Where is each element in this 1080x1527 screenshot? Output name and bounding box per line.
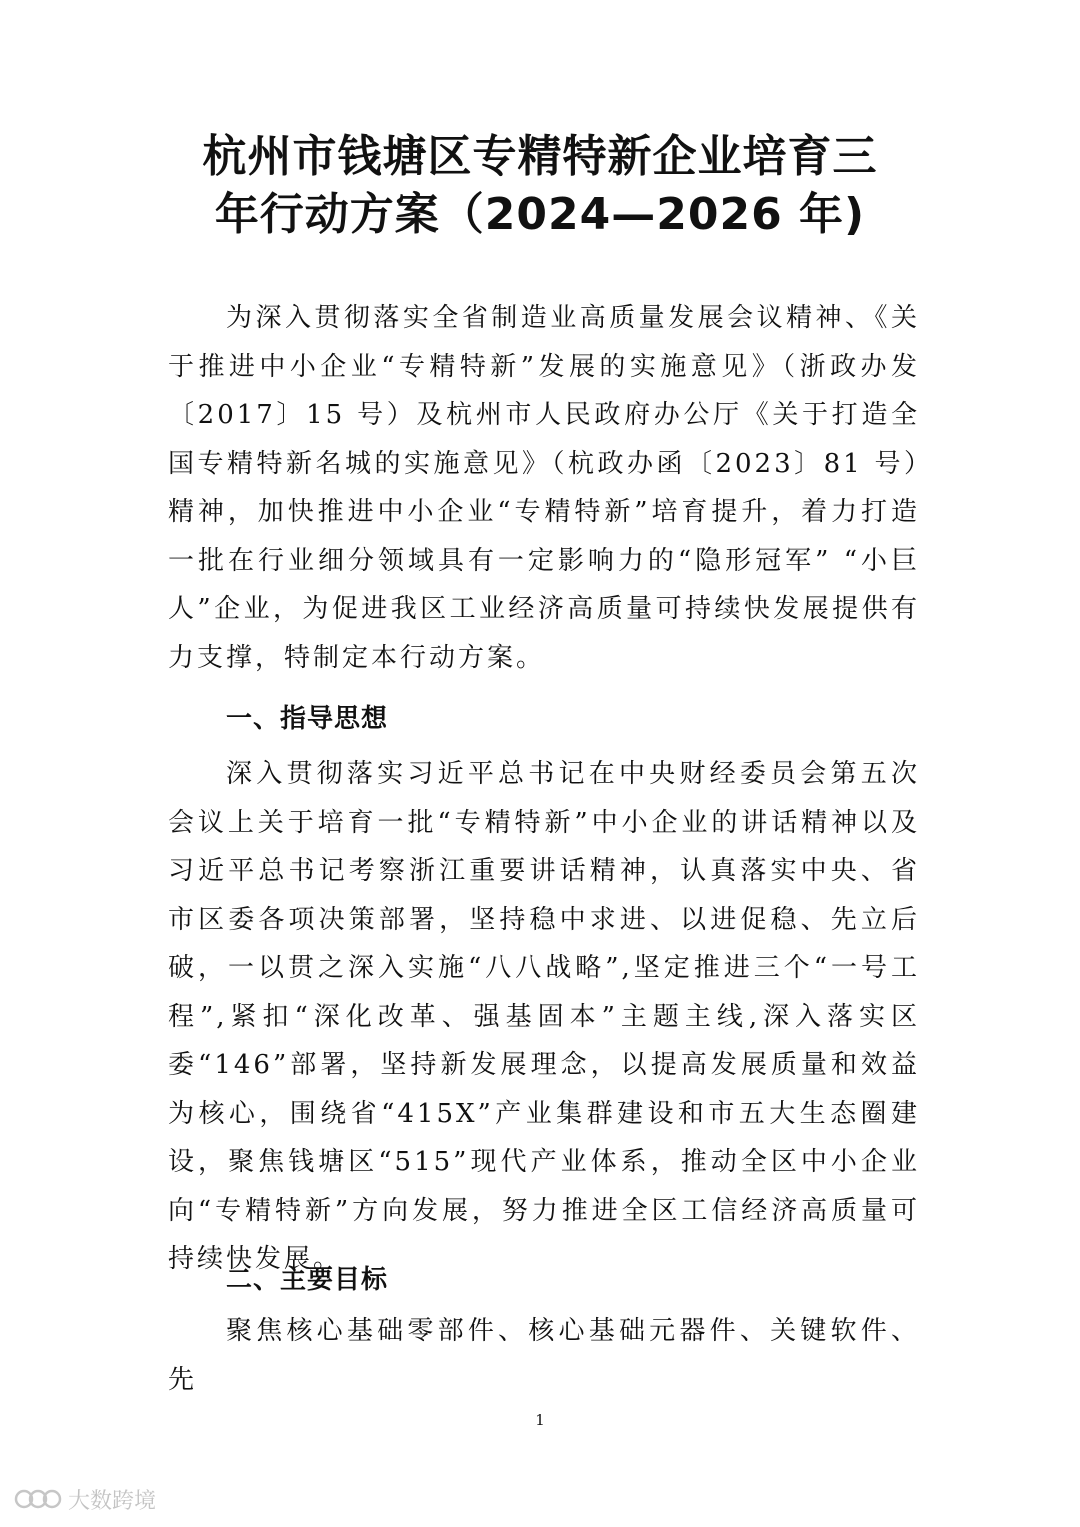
section2-paragraph: 聚焦核心基础零部件、核心基础元器件、关键软件、先 — [168, 1316, 920, 1395]
watermark — [14, 1484, 156, 1514]
intro-paragraph: 为深入贯彻落实全省制造业高质量发展会议精神、《关于推进中小企业“专精特新”发展的实施意见》（浙政办发〔2017〕15 号）及杭州市人民政府办公厅《关于打造全国专精特新名城的实施意见》（杭政办函〔2023〕81 号）精神，加快推进中小企业“专精特新”培育提升，着力打造一批在行业细分领域具有一定影响力的“隐形冠军” “小巨人”企业，为促进我区工业经济高质量可持续快发展提供有力支撑，特制定本行动方案。 — [168, 303, 920, 673]
logo-icon — [14, 1486, 62, 1512]
section1-block — [168, 750, 920, 1284]
section-heading-main-goals: 二、主要目标 — [226, 1265, 389, 1295]
intro-block — [168, 294, 920, 682]
section-heading-guiding-ideology: 一、指导思想 — [226, 704, 389, 734]
section1-paragraph: 深入贯彻落实习近平总书记在中央财经委员会第五次会议上关于培育一批“专精特新”中小企业的讲话精神以及习近平总书记考察浙江重要讲话精神，认真落实中央、省市区委各项决策部署，坚持稳中求进、以进促稳、先立后破，一以贯之深入实施“八八战略”,坚定推进三个“一号工程”,紧扣“深化改革、强基固本”主题主线,深入落实区委“146”部署，坚持新发展理念，以提高发展质量和效益为核心，围绕省“415X”产业集群建设和市五大生态圈建设，聚焦钱塘区“515”现代产业体系，推动全区中小企业向“专精特新”方向发展，努力推进全区工信经济高质量可持续快发展。 — [168, 759, 920, 1274]
title-line-1: 杭州市钱塘区专精特新企业培育三 — [202, 131, 878, 182]
document-title — [120, 128, 960, 244]
title-line-2: 年行动方案（2024—2026 年) — [214, 189, 866, 240]
watermark-text: 大数跨境 — [68, 1488, 157, 1514]
page-number: 1 — [535, 1411, 545, 1429]
section2-block — [168, 1307, 920, 1404]
